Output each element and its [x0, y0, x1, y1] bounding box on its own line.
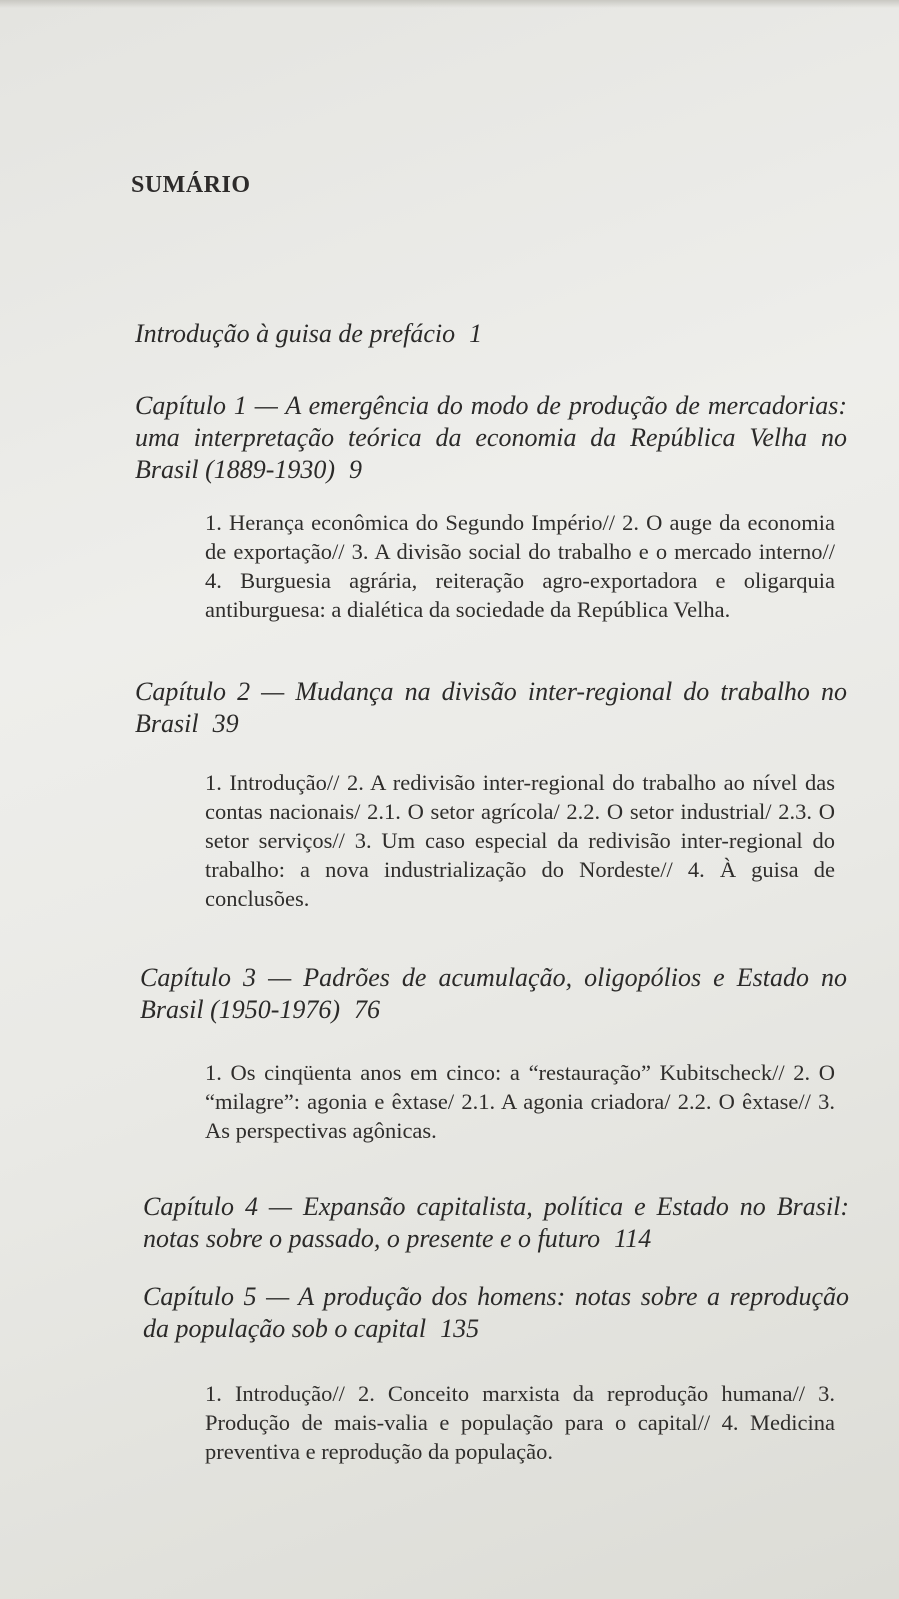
toc-entry-intro — [135, 318, 482, 350]
toc-entry-chapter-5 — [143, 1281, 849, 1345]
toc-entry-page: 135 — [440, 1314, 480, 1343]
toc-entry-page: 9 — [349, 455, 363, 484]
toc-entry-chapter-2 — [135, 676, 847, 740]
toc-entry-title: Introdução à guisa de prefácio — [135, 319, 456, 348]
toc-subsection-text: 1. Os cinqüenta anos em cinco: a “restauração” Kubitscheck// 2. O “milagre”: agonia e êxtase/ 2.1. A agonia criadora/ 2.2. O êxtase// 3. As perspectivas agônicas. — [205, 1060, 835, 1143]
toc-subsection-text: 1. Introdução// 2. Conceito marxista da reprodução humana// 3. Produção de mais-valia e população para o capital// 4. Medicina preventiva e reprodução da população. — [205, 1381, 835, 1464]
toc-subsections-chapter-1 — [135, 508, 847, 624]
toc-entry-page: 76 — [354, 995, 381, 1024]
toc-subsections-chapter-3 — [135, 1058, 847, 1145]
toc-entry-title: Capítulo 1 — A emergência do modo de produção de mercadorias: uma interpretação teórica da economia da República Velha no Brasil (1889-1930) — [135, 391, 847, 484]
toc-entry-title: Capítulo 4 — Expansão capitalista, política e Estado no Brasil: notas sobre o passado, o presente e o futuro — [143, 1192, 849, 1253]
toc-entry-title: Capítulo 2 — Mudança na divisão inter-regional do trabalho no Brasil — [135, 677, 847, 738]
toc-entry-page: 114 — [614, 1224, 652, 1253]
toc-entry-title: Capítulo 3 — Padrões de acumulação, oligopólios e Estado no Brasil (1950-1976) — [140, 963, 847, 1024]
toc-subsection-text: 1. Herança econômica do Segundo Império// 2. O auge da economia de exportação// 3. A divisão social do trabalho e o mercado interno// 4. Burguesia agrária, reiteração agro-exportadora e oligarquia antiburguesa: a dialética da sociedade da República Velha. — [205, 510, 835, 622]
toc-entry-chapter-1 — [135, 390, 847, 486]
toc-entry-page: 39 — [212, 709, 239, 738]
toc-subsections-chapter-5 — [135, 1379, 847, 1466]
toc-entry-chapter-4 — [143, 1191, 849, 1255]
toc-entry-page: 1 — [469, 319, 483, 348]
page-title: SUMÁRIO — [131, 172, 251, 198]
toc-entry-chapter-3 — [140, 962, 847, 1026]
toc-entry-title: Capítulo 5 — A produção dos homens: notas sobre a reprodução da população sob o capital — [143, 1282, 849, 1343]
toc-subsection-text: 1. Introdução// 2. A redivisão inter-regional do trabalho ao nível das contas nacionais/ 2.1. O setor agrícola/ 2.2. O setor industrial/ 2.3. O setor serviços// 3. Um caso especial da redivisão inter-regional do trabalho: a nova industrialização do Nordeste// 4. À guisa de conclusões. — [205, 770, 835, 911]
toc-subsections-chapter-2 — [135, 768, 847, 913]
